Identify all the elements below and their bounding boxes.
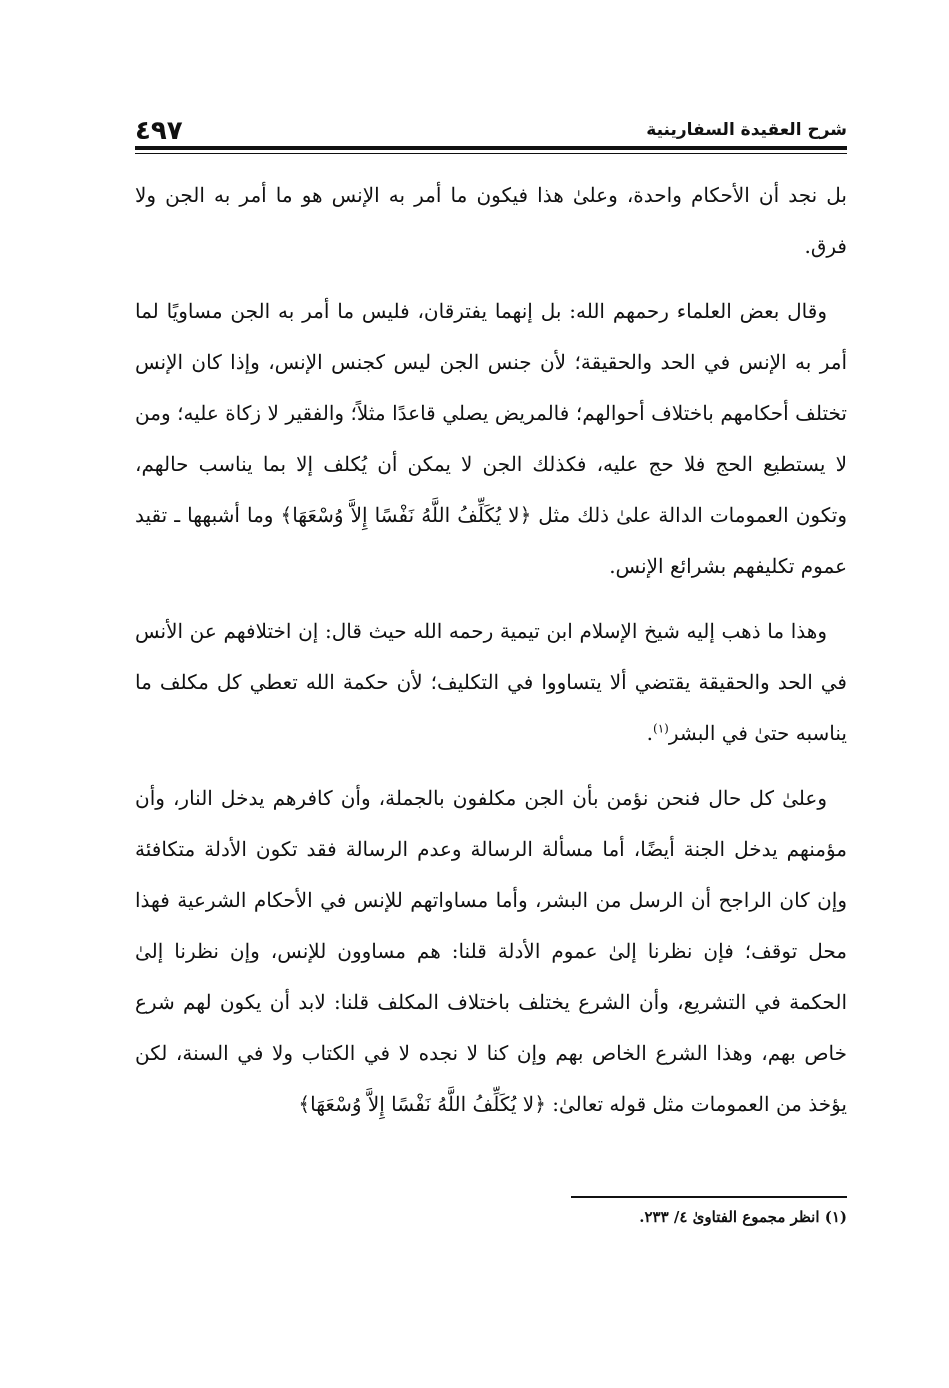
footnote-marker: (١) [653, 721, 669, 736]
paragraph-3-end: . [646, 721, 654, 745]
paragraph-2: وقال بعض العلماء رحمهم الله: بل إنهما يفترقان، فليس ما أمر به الجن مساويًا لما أمر به الإنس في الحد والحقيقة؛ لأن جنس الجن ليس كجنس الإنس، وإذا كان الإنس تختلف أحكامهم باختلاف أحوالهم؛ فالمريض يصلي قاعدًا مثلاً؛ والفقير لا زكاة عليه؛ ومن لا يستطيع الحج فلا حج عليه، فكذلك الجن لا يمكن أن يُكلف إلا بما يناسب حالهم، وتكون العمومات الدالة علىٰ ذلك مثل ﴿لا يُكَلِّفُ اللَّهُ نَفْسًا إِلاَّ وُسْعَهَا﴾ وما أشبهها ـ تقيد عموم تكليفهم بشرائع الإنس. [135, 299, 847, 578]
header-rule-thick [135, 146, 847, 150]
body-text [135, 170, 847, 1130]
footnote: (١) انظر مجموع الفتاوىٰ ٤/ ٢٣٣. [639, 1208, 847, 1226]
paragraph-3-text: وهذا ما ذهب إليه شيخ الإسلام ابن تيمية رحمه الله حيث قال: إن اختلافهم عن الأنس في الحد والحقيقة يقتضي ألا يتساووا في التكليف؛ لأن حكمة الله تعطي كل مكلف ما يناسبه حتىٰ في البشر [135, 619, 847, 745]
paragraph-3 [135, 606, 847, 759]
paragraph-4: وعلىٰ كل حال فنحن نؤمن بأن الجن مكلفون بالجملة، وأن كافرهم يدخل النار، وأن مؤمنهم يدخل الجنة أيضًا، أما مسألة الرسالة وعدم الرسالة فقد تكون الأدلة متكافئة وإن كان الراجح أن الرسل من البشر، وأما مساواتهم للإنس في الأحكام الشرعية فهذا محل توقف؛ فإن نظرنا إلىٰ عموم الأدلة قلنا: هم مساوون للإنس، وإن نظرنا إلىٰ الحكمة في التشريع، وأن الشرع يختلف باختلاف المكلف قلنا: لابد أن يكون لهم شرع خاص بهم، وهذا الشرع الخاص بهم وإن كنا لا نجده لا في الكتاب ولا في السنة، لكن يؤخذ من العمومات مثل قوله تعالىٰ: ﴿لا يُكَلِّفُ اللَّهُ نَفْسًا إِلاَّ وُسْعَهَا﴾ [135, 786, 847, 1116]
paragraph-1: بل نجد أن الأحكام واحدة، وعلىٰ هذا فيكون ما أمر به الإنس هو ما أمر به الجن ولا فرق. [135, 183, 847, 258]
header-rule-thin [135, 153, 847, 154]
footnote-rule [571, 1196, 847, 1198]
running-head [135, 112, 847, 148]
book-title: شرح العقيدة السفارينية [646, 120, 847, 140]
page-number: ٤٩٧ [135, 116, 183, 146]
